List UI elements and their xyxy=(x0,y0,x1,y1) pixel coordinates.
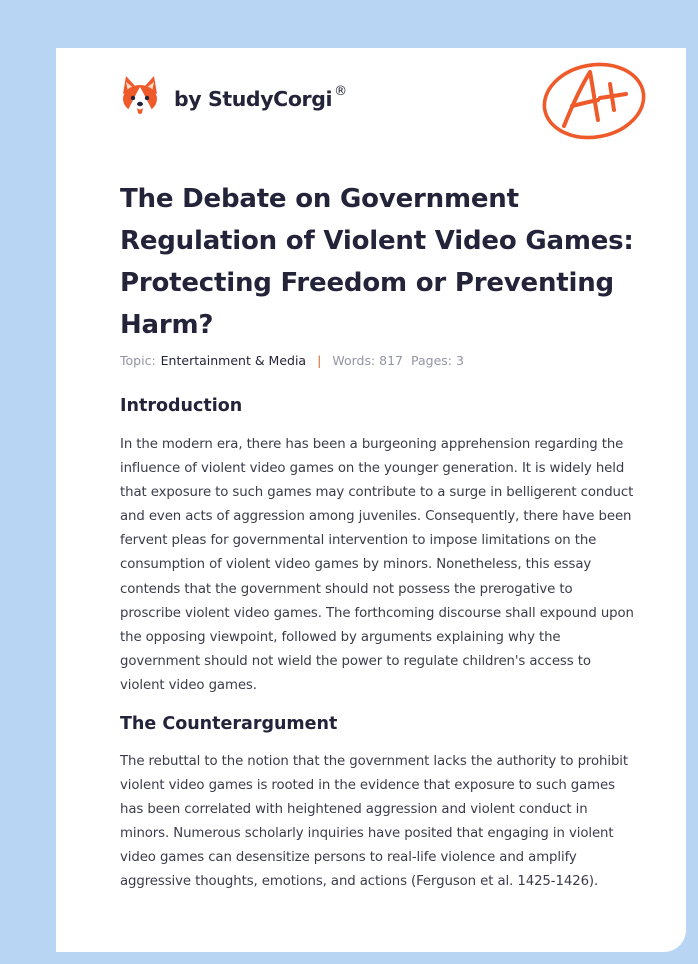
topic-label: Topic: xyxy=(120,353,156,368)
meta-separator: | xyxy=(317,353,322,368)
brand-name: by StudyCorgi ® xyxy=(174,84,347,111)
section-heading-counterargument: The Counterargument xyxy=(120,714,338,734)
section-body-counterargument: The rebuttal to the notion that the government lacks the authority to prohibit violent video games is rooted in the evidence that exposure to such games has been correlated with heightened aggression and violent conduct in minors. Numerous scholarly inquiries have posited that engaging in violent video games can desensitize persons to real-life violence and amplify aggressive thoughts, emotions, and actions (Ferguson et al. 1425-1426). xyxy=(120,754,629,890)
page-title: The Debate on Government Regulation of Violent Video Games: Protecting Freedom or Preventing Harm? xyxy=(120,184,634,340)
studycorgi-logo[interactable] xyxy=(120,74,347,118)
document-card xyxy=(56,48,686,952)
word-count: Words: 817 xyxy=(332,353,403,368)
section-body-introduction: In the modern era, there has been a burgeoning apprehension regarding the influence of violent video games on the younger generation. It is widely held that exposure to such games may contribute to a surge in belligerent conduct and even acts of aggression among juveniles. Consequently, there have been fervent pleas for governmental intervention to impose limitations on the consumption of violent video games by minors. Nonetheless, this essay contends that the government should not possess the prerogative to proscribe violent video games. The forthcoming discourse shall expound upon the opposing viewpoint, followed by arguments explaining why the government should not wield the power to regulate children's access to violent video games. xyxy=(120,437,634,693)
section-heading-introduction: Introduction xyxy=(120,396,243,416)
document-meta xyxy=(120,353,464,368)
corgi-icon xyxy=(120,74,160,118)
topic-link[interactable]: Entertainment & Media xyxy=(160,353,307,368)
a-plus-grade-icon xyxy=(538,58,650,142)
page-count: Pages: 3 xyxy=(411,353,464,368)
